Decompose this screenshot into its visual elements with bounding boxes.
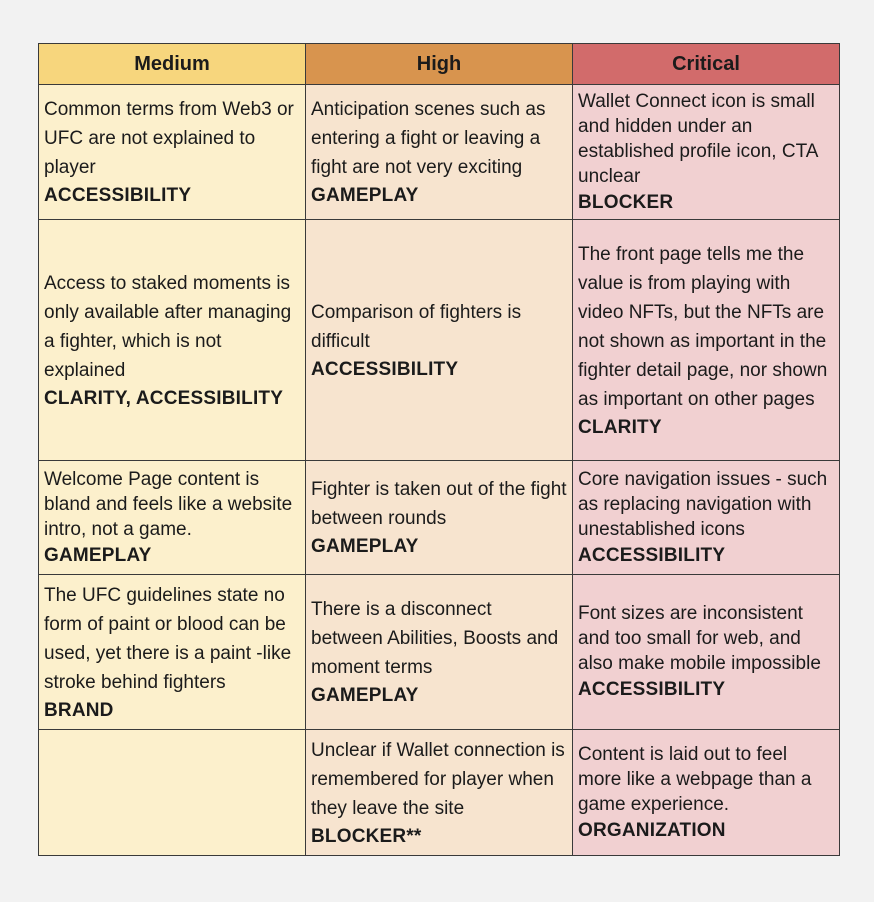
issue-cell-critical <box>573 85 840 220</box>
issue-cell-high <box>306 730 573 856</box>
issue-description: Unclear if Wallet connection is remembered for player when they leave the site <box>311 739 565 819</box>
issue-cell-critical <box>573 730 840 856</box>
issue-description: Access to staked moments is only available after managing a fighter, which is not explained <box>44 272 292 381</box>
issue-cell-medium <box>39 730 306 856</box>
issue-cell-high <box>306 575 573 730</box>
issue-cell-high <box>306 461 573 575</box>
table-row <box>39 575 840 730</box>
issue-description: Comparison of fighters is difficult <box>311 301 522 352</box>
issue-cell-high <box>306 220 573 461</box>
issue-category: BRAND <box>44 699 114 721</box>
issue-category: ORGANIZATION <box>578 819 726 841</box>
issue-cell-critical <box>573 220 840 461</box>
issue-description: Wallet Connect icon is small and hidden under an established profile icon, CTA unclear <box>578 90 818 187</box>
issue-description: Core navigation issues - such as replacing navigation with unestablished icons <box>578 468 828 540</box>
issue-description: The front page tells me the value is from playing with video NFTs, but the NFTs are not shown as important in the fighter detail page, nor shown as important on other pages <box>578 243 828 410</box>
table-row <box>39 461 840 575</box>
issue-description: Content is laid out to feel more like a webpage than a game experience. <box>578 743 812 815</box>
issue-category: ACCESSIBILITY <box>578 544 726 566</box>
issue-category: ACCESSIBILITY <box>311 358 459 380</box>
issue-category: CLARITY, ACCESSIBILITY <box>44 387 284 409</box>
header-medium: Medium <box>39 44 306 85</box>
table-row <box>39 220 840 461</box>
issue-category: GAMEPLAY <box>311 536 419 557</box>
issue-category: BLOCKER <box>578 191 674 213</box>
issue-cell-medium <box>39 220 306 461</box>
issue-cell-medium <box>39 85 306 220</box>
issue-category: CLARITY <box>578 416 662 438</box>
issue-category: GAMEPLAY <box>311 685 419 706</box>
issue-cell-medium <box>39 461 306 575</box>
issue-description: Anticipation scenes such as entering a fight or leaving a fight are not very exciting <box>311 99 546 178</box>
issue-description: Welcome Page content is bland and feels like a website intro, not a game. <box>44 468 293 540</box>
issue-cell-critical <box>573 461 840 575</box>
header-critical: Critical <box>573 44 840 85</box>
issue-cell-medium <box>39 575 306 730</box>
issue-description: There is a disconnect between Abilities, Boosts and moment terms <box>311 599 559 678</box>
header-row <box>39 44 840 85</box>
issue-category: ACCESSIBILITY <box>578 679 726 700</box>
table-row <box>39 85 840 220</box>
issue-description: Common terms from Web3 or UFC are not explained to player <box>44 99 294 178</box>
issue-category: BLOCKER** <box>311 825 422 847</box>
issue-category: ACCESSIBILITY <box>44 185 192 206</box>
issue-description: Font sizes are inconsistent and too small for web, and also make mobile impossible <box>578 603 821 674</box>
table-row <box>39 730 840 856</box>
issue-cell-critical <box>573 575 840 730</box>
issue-description: The UFC guidelines state no form of paint or blood can be used, yet there is a paint -like stroke behind fighters <box>44 584 292 693</box>
header-high: High <box>306 44 573 85</box>
issue-description: Fighter is taken out of the fight between rounds <box>311 479 567 529</box>
severity-table <box>38 43 840 856</box>
issue-cell-high <box>306 85 573 220</box>
issue-category: GAMEPLAY <box>44 544 152 566</box>
issue-category: GAMEPLAY <box>311 185 419 206</box>
